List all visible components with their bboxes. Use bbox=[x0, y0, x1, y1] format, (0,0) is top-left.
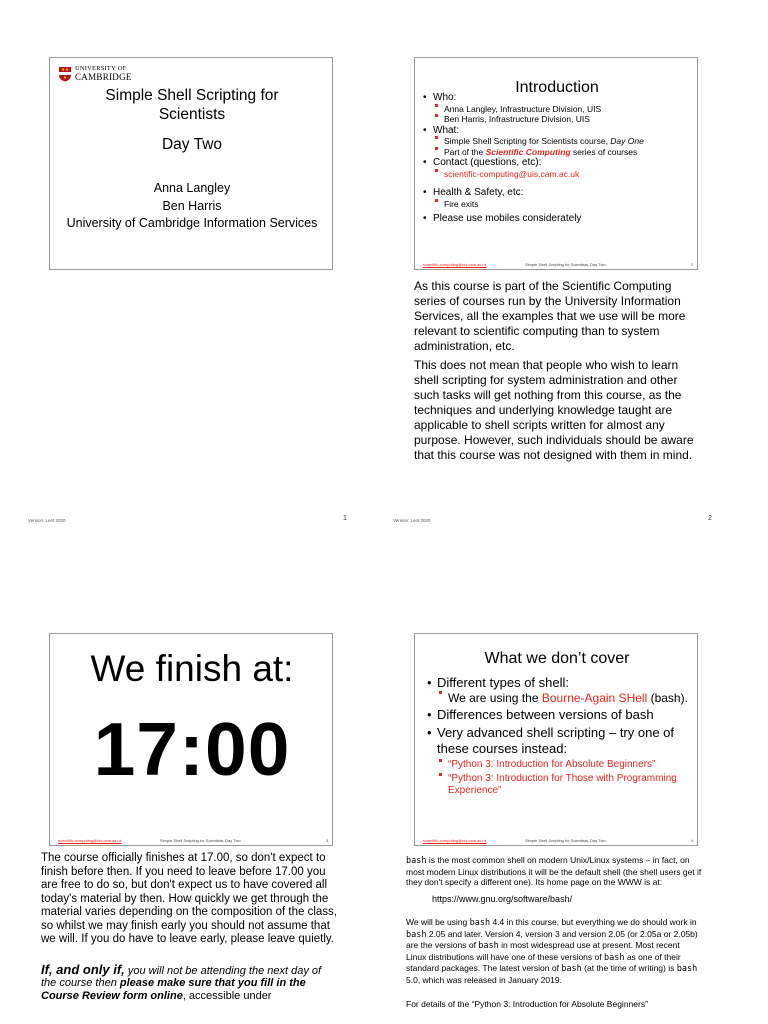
sub-bullet: Part of the Scientific Computing series of courses bbox=[435, 147, 695, 158]
sub-bullet: We are using the Bourne-Again SHell (bash). bbox=[439, 691, 695, 705]
slide-number: 4 bbox=[691, 838, 694, 843]
notes-paragraph: This does not mean that people who wish to learn shell scripting for system administration and other such tasks will get nothing from this course, as the techniques and underlying knowledge taught are applicable to shell scripts written for almost any purpose. However, such individuals should be aware that this course was not designed with them in mind. bbox=[414, 358, 694, 462]
notes-paragraph: We will be using bash 4.4 in this course, but everything we do should work in bash 2.05 and later. Version 4, version 3 and version 2.05 (or 2.05a or 2.05b) are the versions of bash in most widespread use at present. Most recent Linux distributions will have one of these versions of bash as one of their standard packages. The latest version of bash (at the time of writing) is bash 5.0, which was released in January 2019. bbox=[406, 917, 698, 985]
organisation-name: University of Cambridge Information Services bbox=[66, 216, 318, 230]
footer-email-link[interactable]: scientific-computing@uis.cam.ac.uk bbox=[58, 838, 122, 843]
slide-introduction bbox=[414, 57, 698, 270]
logo-line-1: UNIVERSITY OF bbox=[75, 65, 127, 72]
bullet-mobiles: • Please use mobiles considerately bbox=[423, 213, 695, 225]
finish-time: 17:00 bbox=[93, 707, 291, 791]
sub-bullet: Anna Langley, Infrastructure Division, UIS bbox=[435, 104, 695, 115]
footer-course-title: Simple Shell Scripting for Scientists: Day Two bbox=[525, 838, 606, 843]
notes-paragraph: As this course is part of the Scientific Computing series of courses run by the University Information Services, all the examples that we use will be more relevant to scientific computing than to system administration, etc. bbox=[414, 279, 686, 353]
course-link-programming-experience[interactable]: “Python 3: Introduction for Those with Programming Experience” bbox=[439, 773, 695, 797]
slide-title bbox=[49, 57, 333, 270]
notes-paragraph: bash is the most common shell on modern Unix/Linux systems – in fact, on most modern Linux distributions it will be the default shell (the shell users get if they don't specify a different one). Its home page on the WWW is at: bbox=[406, 855, 702, 887]
bash-homepage-url[interactable]: https://www.gnu.org/software/bash/ bbox=[432, 893, 573, 904]
course-link-absolute-beginners[interactable]: “Python 3: Introduction for Absolute Beginners” bbox=[439, 759, 695, 771]
version-label: Version: Lent 2020 bbox=[28, 518, 66, 523]
bullet-health-safety: • Health & Safety, etc: bbox=[423, 187, 695, 199]
footer-email-link[interactable]: scientific-computing@uis.cam.ac.uk bbox=[423, 838, 487, 843]
bullet-who: • Who: bbox=[423, 92, 695, 104]
bullet-what: • What: bbox=[423, 125, 695, 137]
notes-slide-3 bbox=[41, 852, 337, 1002]
notes-paragraph: The course officially finishes at 17.00, so don't expect to finish before then. If you need to leave before 17.00 you are free to do so, but don't expect us to have covered all today's material by then. How quickly we get through the material varies depending on the composition of the class, so whilst we may finish early you should not assume that we will. If you do have to leave early, please leave quietly. bbox=[41, 852, 337, 945]
slide-number: 2 bbox=[691, 262, 694, 267]
version-label: Version: Lent 2020 bbox=[393, 518, 431, 523]
slide-subtitle: Day Two bbox=[161, 136, 223, 153]
footer-course-title: Simple Shell Scripting for Scientists: Day Two bbox=[160, 838, 241, 843]
bullet-advanced-scripting: • Very advanced shell scripting – try one of these courses instead: bbox=[427, 725, 695, 757]
notes-slide-4 bbox=[406, 855, 702, 1010]
slide-title-line-2: Scientists bbox=[158, 106, 226, 123]
footer-email-link[interactable]: scientific-computing@uis.cam.ac.uk bbox=[423, 262, 487, 267]
slide-finish-time bbox=[49, 633, 333, 846]
slide-title-line-1: Simple Shell Scripting for bbox=[105, 87, 279, 104]
contact-email-link[interactable]: scientific-computing@uis.cam.ac.uk bbox=[435, 169, 695, 180]
bash-link[interactable]: Bourne-Again SHell bbox=[541, 691, 648, 705]
bullet-shell-types: • Different types of shell: bbox=[427, 675, 695, 691]
bullet-bash-versions: • Differences between versions of bash bbox=[427, 707, 695, 723]
slide-heading: What we don’t cover bbox=[484, 650, 630, 667]
cambridge-logo bbox=[58, 65, 148, 83]
sub-bullet: Fire exits bbox=[435, 199, 695, 210]
author-name: Anna Langley bbox=[153, 181, 231, 195]
bullet-contact: • Contact (questions, etc): bbox=[423, 157, 695, 169]
logo-line-2: CAMBRIDGE bbox=[75, 72, 132, 82]
cambridge-crest-icon bbox=[58, 66, 72, 82]
footer-course-title: Simple Shell Scripting for Scientists: Day Two bbox=[525, 262, 606, 267]
slide-heading: Introduction bbox=[515, 79, 599, 96]
slide-heading: We finish at: bbox=[90, 648, 294, 689]
notes-slide-2 bbox=[414, 279, 700, 463]
page-number: 2 bbox=[708, 515, 712, 522]
slide-what-we-dont-cover bbox=[414, 633, 698, 846]
course-review-notice: If, and only if, you will not be attending the next day of the course then please make sure that you fill in the Course Review form online, accessible under bbox=[41, 961, 322, 1002]
sub-bullet: Simple Shell Scripting for Scientists course, Day One bbox=[435, 136, 695, 147]
page-number: 1 bbox=[343, 515, 347, 522]
author-name: Ben Harris bbox=[162, 198, 222, 213]
sub-bullet: Ben Harris, Infrastructure Division, UIS bbox=[435, 114, 695, 125]
slide-number: 3 bbox=[326, 838, 329, 843]
notes-paragraph: For details of the “Python 3: Introduction for Absolute Beginners” bbox=[406, 999, 648, 1009]
